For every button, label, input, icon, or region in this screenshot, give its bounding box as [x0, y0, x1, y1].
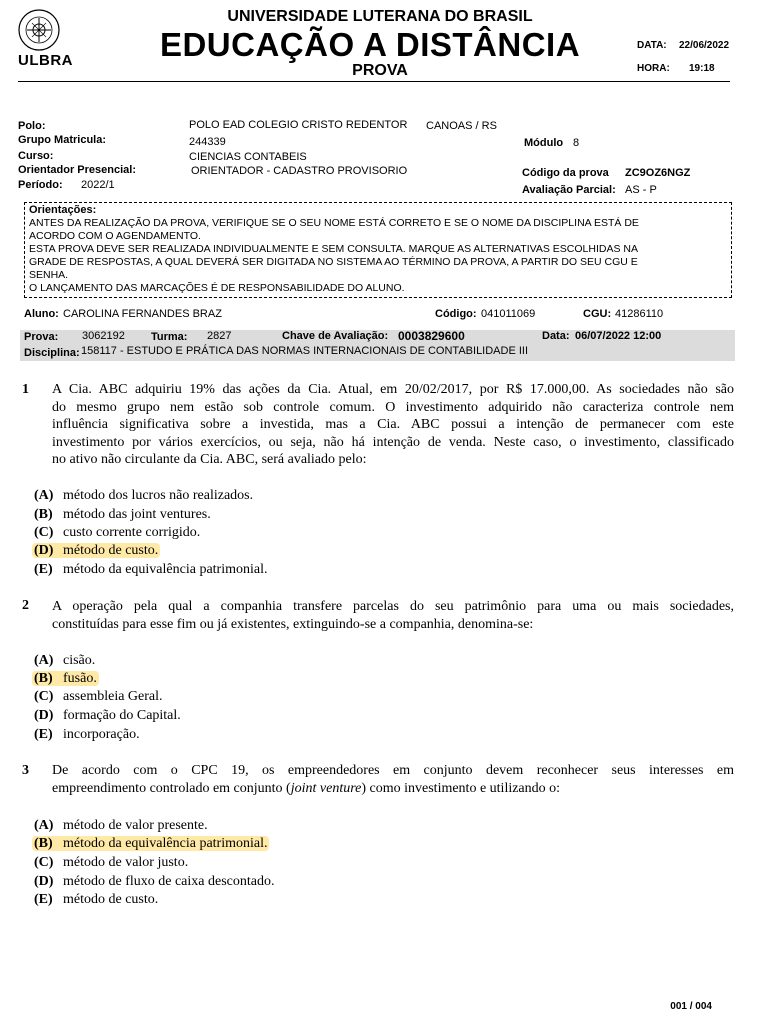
option-text: formação do Capital. [63, 708, 181, 723]
prova-value: 3062192 [82, 330, 125, 342]
selection-highlight [32, 543, 160, 558]
page-title: EDUCAÇÃO A DISTÂNCIA [159, 26, 581, 63]
answer-option-e[interactable] [34, 562, 267, 580]
answer-option-d[interactable] [34, 874, 274, 892]
modulo-value: 8 [573, 137, 580, 149]
chave-value: 0003829600 [398, 329, 465, 343]
instructions-line: O LANÇAMENTO DAS MARCAÇÕES É DE RESPONSABILIDADE DO ALUNO. [29, 282, 405, 294]
answer-option-a[interactable] [34, 488, 253, 506]
orientador-value: ORIENTADOR - CADASTRO PROVISORIO [191, 165, 408, 177]
question-line: A Cia. ABC adquiriu 19% das ações da Cia. Atual, em 20/02/2017, por R$ 17.000,00. As sociedades não são [52, 382, 734, 397]
option-letter: (C) [34, 689, 54, 704]
question-line-part: empreendimento controlado em conjunto ( [52, 780, 291, 796]
option-text: método das joint ventures. [63, 507, 211, 522]
codigo-prova-label: Código da prova [522, 167, 609, 179]
option-text: incorporação. [63, 727, 140, 742]
prova-label: Prova: [24, 331, 59, 343]
question-line: no ativo não circulante da Cia. ABC, será avaliado pelo: [52, 452, 367, 467]
option-letter: (E) [34, 562, 53, 577]
grupo-value: 244339 [189, 136, 226, 148]
selection-highlight [32, 671, 99, 686]
option-letter: (D) [34, 874, 54, 889]
instructions-line: ACORDO COM O AGENDAMENTO. [29, 230, 201, 242]
option-text: método dos lucros não realizados. [63, 488, 254, 503]
option-text: método de custo. [63, 543, 159, 558]
question-line-italic: joint venture [290, 780, 362, 796]
answer-option-d[interactable] [34, 708, 181, 726]
option-text: método de fluxo de caixa descontado. [63, 874, 275, 889]
curso-value: CIENCIAS CONTABEIS [189, 151, 307, 163]
question-text [52, 598, 734, 633]
answer-option-a[interactable] [34, 818, 208, 836]
polo-city: CANOAS / RS [426, 120, 497, 132]
avaliacao-label: Avaliação Parcial: [522, 184, 616, 196]
option-letter: (A) [34, 488, 54, 503]
instructions-line: ANTES DA REALIZAÇÃO DA PROVA, VERIFIQUE SE O SEU NOME ESTÁ CORRETO E SE O NOME DA DISCIPLINA ESTÁ DE [29, 217, 639, 229]
curso-label: Curso: [18, 150, 54, 162]
question-line [52, 780, 734, 798]
aluno-value: CAROLINA FERNANDES BRAZ [63, 308, 222, 320]
option-letter: (A) [34, 818, 54, 833]
data-prova-value: 06/07/2022 12:00 [575, 330, 662, 342]
orientador-label: Orientador Presencial: [18, 164, 136, 176]
option-letter: (D) [34, 708, 54, 723]
codigo-value: 041011069 [481, 308, 536, 320]
option-text: método de valor justo. [63, 855, 189, 870]
instructions-box [24, 202, 732, 298]
periodo-value: 2022/1 [81, 179, 115, 191]
periodo-label: Período: [18, 179, 63, 191]
option-letter: (B) [34, 671, 53, 686]
polo-value: POLO EAD COLEGIO CRISTO REDENTOR [189, 119, 408, 131]
date-value: 22/06/2022 [679, 40, 730, 51]
option-letter: (C) [34, 855, 54, 870]
grupo-label: Grupo Matricula: [18, 134, 107, 146]
cgu-value: 41286110 [615, 308, 664, 320]
university-name: UNIVERSIDADE LUTERANA DO BRASIL [227, 8, 533, 25]
instructions-line: ESTA PROVA DEVE SER REALIZADA INDIVIDUALMENTE E SEM CONSULTA. MARQUE AS ALTERNATIVAS ESCOLHIDAS NA [29, 243, 638, 255]
page-number: 001 / 004 [670, 1001, 712, 1012]
question-line: De acordo com o CPC 19, os empreendedores em conjunto devem reconhecer seus interesses em [52, 763, 734, 778]
aluno-label: Aluno: [24, 308, 59, 320]
instructions-title: Orientações: [29, 204, 97, 216]
option-letter: (A) [34, 653, 54, 668]
option-letter: (B) [34, 507, 53, 522]
disciplina-label: Disciplina: [24, 347, 80, 359]
question-number: 3 [22, 763, 29, 778]
data-prova-label: Data: [542, 330, 570, 342]
question-number: 2 [22, 598, 29, 613]
turma-value: 2827 [207, 330, 232, 342]
question-line: do mesmo grupo nem estão sob controle comum. O investimento adquirido não caracteriza controle nem [52, 399, 734, 415]
modulo-label: Módulo [524, 137, 564, 149]
answer-option-c[interactable] [34, 525, 200, 543]
option-text: assembleia Geral. [63, 689, 163, 704]
option-letter: (E) [34, 727, 53, 742]
time-value: 19:18 [689, 63, 715, 74]
option-text: método de custo. [63, 892, 159, 907]
option-text: método de valor presente. [63, 818, 208, 833]
disciplina-value: 158117 - ESTUDO E PRÁTICA DAS NORMAS INTERNACIONAIS DE CONTABILIDADE III [81, 345, 529, 357]
polo-label: Polo: [18, 120, 46, 132]
logo-wordmark: ULBRA [18, 52, 73, 69]
option-text: cisão. [63, 653, 96, 668]
time-label: HORA: [637, 63, 670, 74]
question-number: 1 [22, 382, 29, 397]
option-text: custo corrente corrigido. [63, 525, 201, 540]
cgu-label: CGU: [583, 308, 612, 320]
codigo-prova-value: ZC9OZ6NGZ [625, 167, 691, 179]
option-text: método da equivalência patrimonial. [63, 562, 268, 577]
question-text [52, 381, 734, 469]
question-line: constituídas para esse fim ou já existentes, extinguindo-se a companhia, denomina-se: [52, 616, 534, 632]
answer-option-b-selected[interactable] [34, 671, 99, 689]
question-line: A operação pela qual a companhia transfere parcelas do seu patrimônio para uma ou mais sociedades, [52, 599, 734, 614]
option-text: fusão. [63, 671, 97, 686]
question-text [52, 762, 734, 797]
answer-option-e[interactable] [34, 727, 140, 745]
codigo-label: Código: [435, 308, 477, 320]
answer-option-b[interactable] [34, 507, 211, 525]
answer-option-b-selected[interactable] [34, 836, 269, 854]
question-line: investimento por vários exercícios, ou seja, não há intenção de venda. Neste caso, o investimento, classificado [52, 434, 734, 450]
instructions-line: SENHA. [29, 269, 69, 281]
selection-highlight [32, 836, 269, 851]
option-letter: (B) [34, 836, 53, 851]
seal-icon [14, 8, 64, 54]
turma-label: Turma: [151, 331, 188, 343]
answer-option-a[interactable] [34, 653, 95, 671]
chave-label: Chave de Avaliação: [282, 330, 389, 342]
answer-option-d-selected[interactable] [34, 543, 160, 561]
answer-option-c[interactable] [34, 689, 163, 707]
instructions-line: GRADE DE RESPOSTAS, A QUAL DEVERÁ SER DIGITADA NO SISTEMA AO TÉRMINO DA PROVA, A PARTIR DO SEU CGU E [29, 256, 638, 268]
avaliacao-value: AS - P [625, 184, 657, 196]
option-letter: (C) [34, 525, 54, 540]
page-subtitle: PROVA [352, 62, 408, 79]
option-text: método da equivalência patrimonial. [63, 836, 268, 851]
question-line-part: ) como investimento e utilizando o: [361, 780, 561, 796]
option-letter: (D) [34, 543, 54, 558]
option-letter: (E) [34, 892, 53, 907]
answer-option-e[interactable] [34, 892, 158, 910]
header-divider [18, 81, 730, 82]
answer-option-c[interactable] [34, 855, 188, 873]
date-label: DATA: [637, 40, 667, 51]
question-line: influência significativa sobre a investida, mas a Cia. ABC possui a intenção de permanecer com este [52, 417, 734, 432]
